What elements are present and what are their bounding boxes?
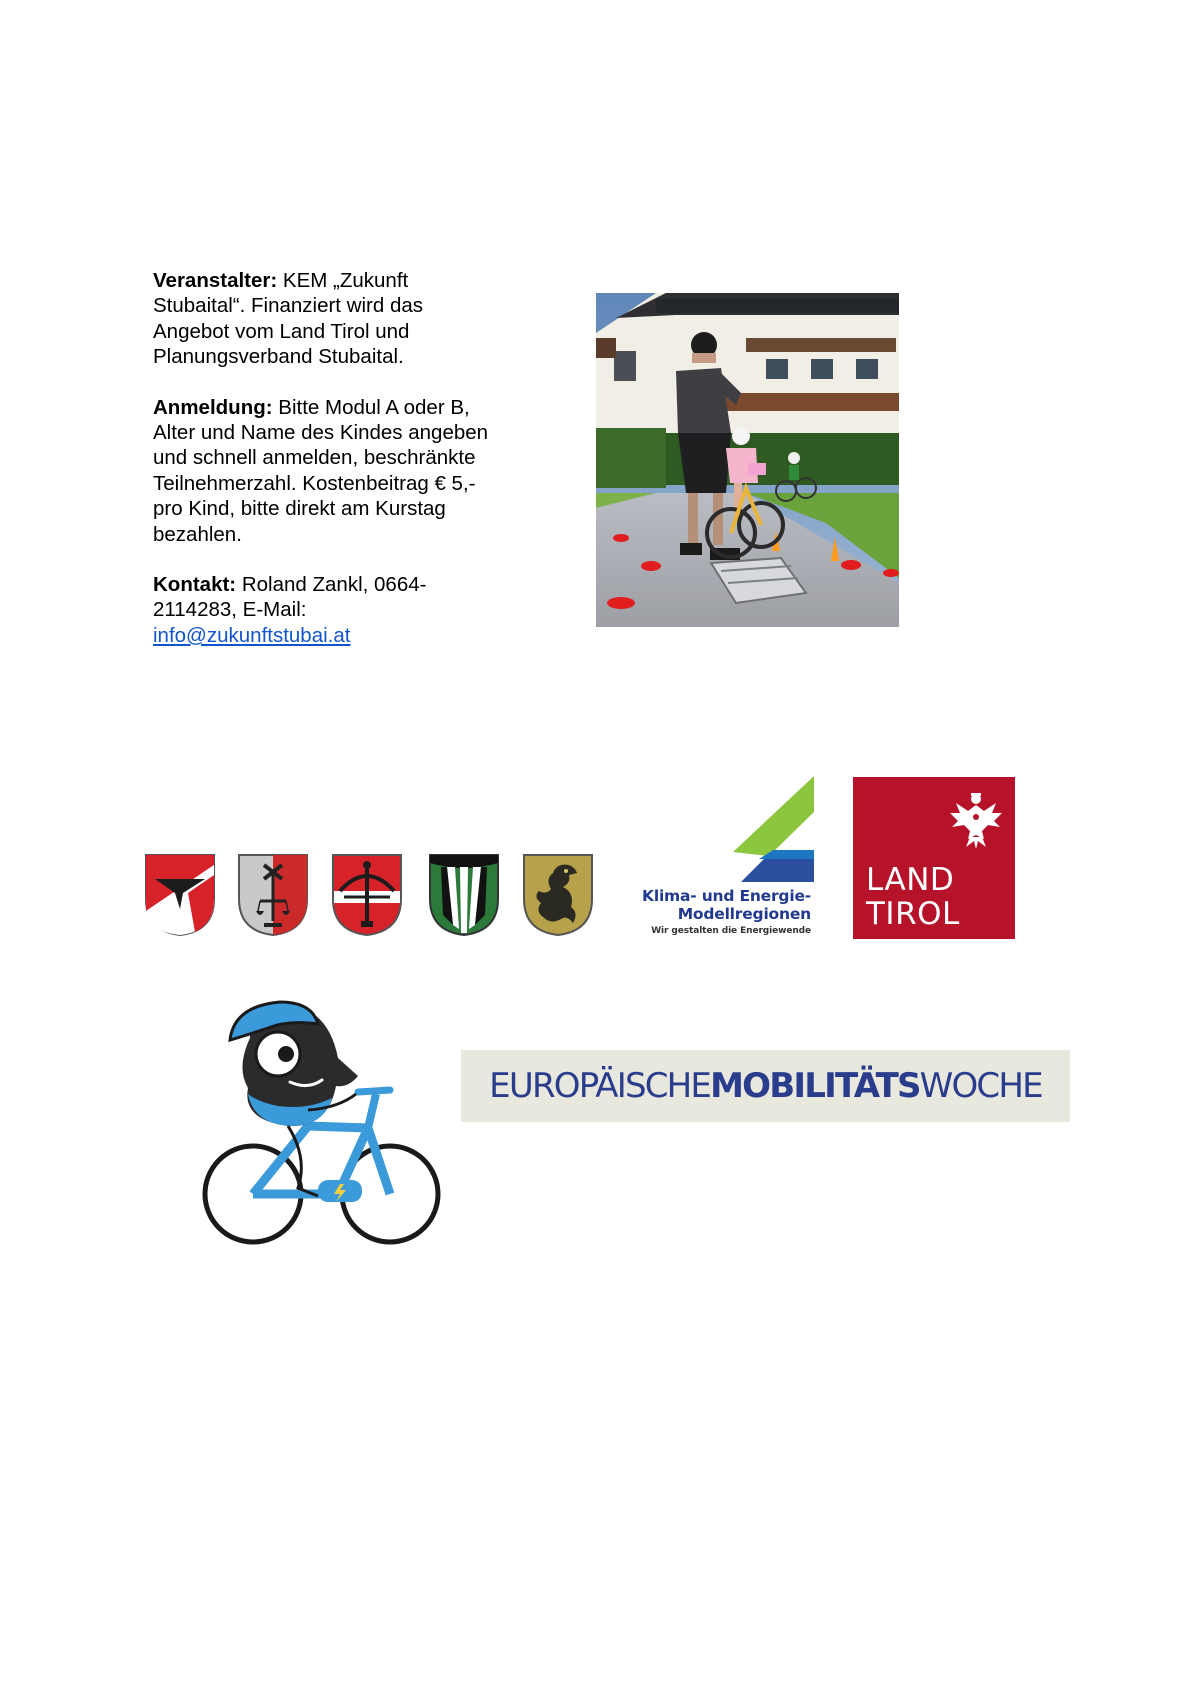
kem-logo <box>636 776 814 940</box>
registration-text: Bitte Modul A oder B, Alter und Name des Kindes angeben und schnell anmelden, beschränkte Teilnehmerzahl. Kostenbeitrag € 5,- pro Kind, bitte direkt am Kurstag bezahlen. <box>153 395 489 546</box>
tirol-line1: LAND <box>866 862 955 898</box>
crest-2-icon <box>236 853 310 937</box>
registration-label: Anmeldung: <box>153 395 273 419</box>
crest-4-icon <box>427 853 501 937</box>
registration-paragraph <box>153 395 498 547</box>
tirol-line2: TIROL <box>866 896 960 932</box>
kem-shape-icon <box>731 776 814 882</box>
emw-part3: WOCHE <box>919 1066 1042 1106</box>
crest-3-icon <box>330 853 404 937</box>
contact-text: Roland Zankl, 0664-2114283, E-Mail: <box>153 573 427 622</box>
cyclist-mascot-icon <box>198 998 444 1250</box>
kem-tagline: Wir gestalten die Energiewende <box>651 926 811 936</box>
contact-label: Kontakt: <box>153 573 237 597</box>
crest-1-icon <box>143 853 217 937</box>
kem-title-line2: Modellregionen <box>677 905 811 923</box>
kem-title-line1: Klima- und Energie- <box>642 887 811 905</box>
european-mobility-week-banner <box>461 1050 1070 1122</box>
organizer-text: KEM „Zukunft Stubaital“. Finanziert wird das Angebot vom Land Tirol und Planungsverband Stubaital. <box>153 269 424 369</box>
tirol-eagle-icon <box>948 791 1004 849</box>
crest-5-icon <box>521 853 595 937</box>
organizer-label: Veranstalter: <box>153 269 278 292</box>
organizer-paragraph <box>153 268 498 370</box>
emw-part1: EUROPÄISCHE <box>489 1066 711 1106</box>
contact-email-link[interactable]: info@zukunftstubai.at <box>153 623 351 647</box>
land-tirol-logo <box>853 777 1015 939</box>
info-text-block <box>153 268 498 673</box>
bike-course-photo <box>596 293 899 627</box>
contact-paragraph <box>153 572 498 648</box>
emw-part2: MOBILITÄTS <box>710 1066 920 1106</box>
